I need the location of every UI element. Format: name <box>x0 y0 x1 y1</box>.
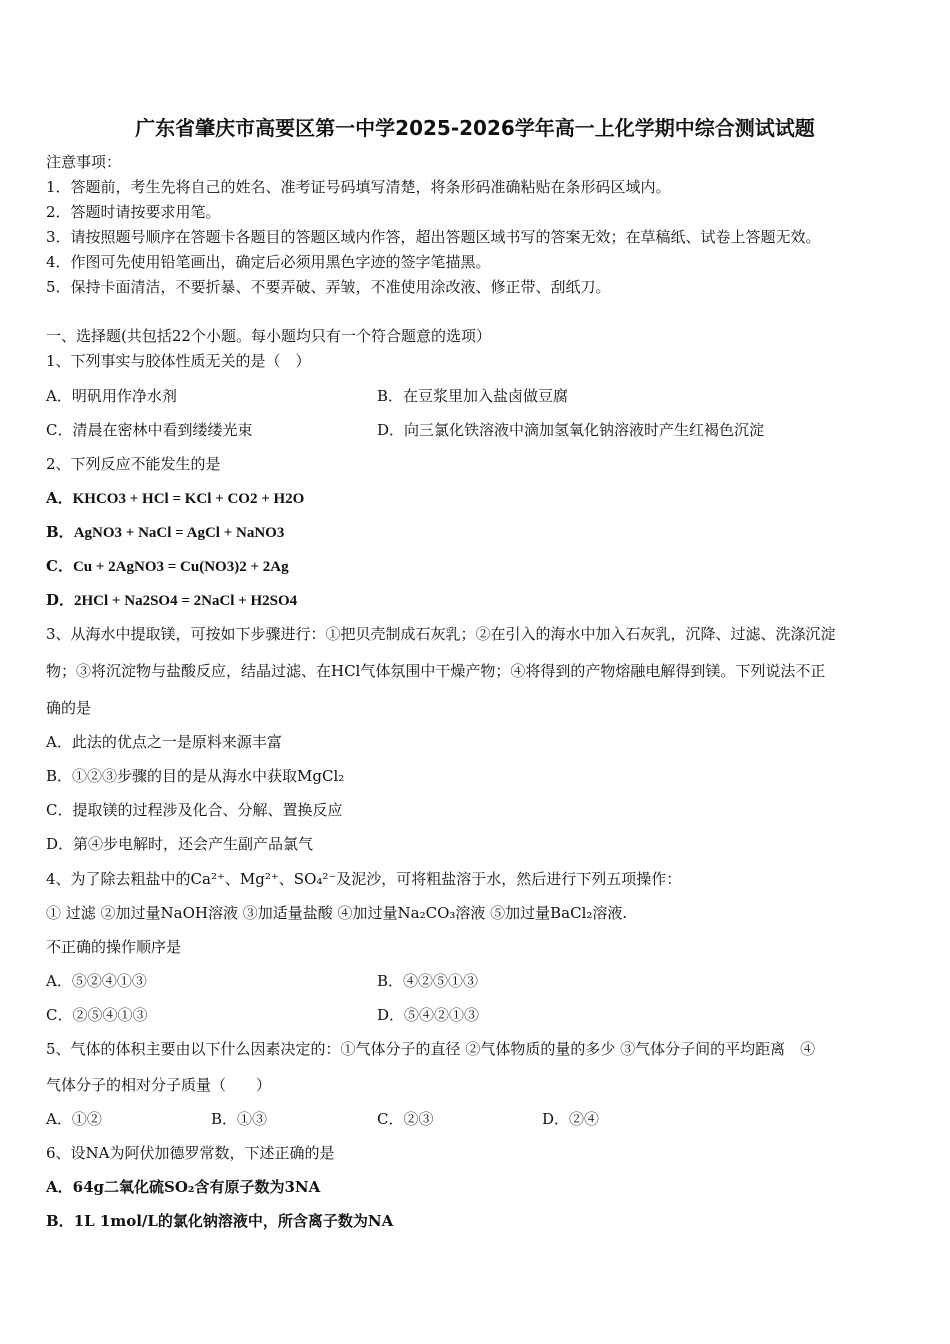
equation: AgNO3 + NaCl = AgCl + NaNO3 <box>73 525 285 541</box>
option-c: C．②③ <box>377 1110 434 1128</box>
equation: 2HCl + Na2SO4 = 2NaCl + H2SO4 <box>74 593 298 609</box>
notice-item: 2．答题时请按要求用笔。 <box>46 203 221 221</box>
option-c: C．提取镁的过程涉及化合、分解、置换反应 <box>46 801 343 819</box>
option-b <box>46 522 284 543</box>
option-c: C．清晨在密林中看到缕缕光束 <box>46 421 253 439</box>
option-a: A．①② <box>46 1110 102 1128</box>
option-a: A．此法的优点之一是原料来源丰富 <box>46 733 282 751</box>
notice-heading: 注意事项： <box>46 153 122 171</box>
question-stem: 6、设NA为阿伏加德罗常数，下述正确的是 <box>46 1144 335 1162</box>
option-a <box>46 488 304 509</box>
question-stem: 确的是 <box>46 699 92 717</box>
question-stem: 气体分子的相对分子质量（ ） <box>46 1076 272 1094</box>
section-heading: 一、选择题(共包括22个小题。每小题均只有一个符合题意的选项） <box>46 327 491 345</box>
option-d <box>46 590 297 611</box>
notice-item: 1．答题前，考生先将自己的姓名、准考证号码填写清楚，将条形码准确粘贴在条形码区域内。 <box>46 178 671 196</box>
option-a: A．明矾用作净水剂 <box>46 387 177 405</box>
option-label: D． <box>46 591 75 609</box>
option-a: A．64g二氧化硫SO₂含有原子数为3NA <box>46 1178 321 1196</box>
equation: KHCO3 + HCl = KCl + CO2 + H2O <box>72 491 305 507</box>
equation: Cu + 2AgNO3 = Cu(NO3)2 + 2Ag <box>72 559 289 575</box>
option-d: D．②④ <box>542 1110 600 1128</box>
question-stem: 4、为了除去粗盐中的Ca²⁺、Mg²⁺、SO₄²⁻及泥沙，可将粗盐溶于水，然后进行下列五项操作： <box>46 870 682 888</box>
option-label: A． <box>46 489 73 507</box>
notice-item: 3．请按照题号顺序在答题卡各题目的答题区域内作答，超出答题区域书写的答案无效；在草稿纸、试卷上答题无效。 <box>46 228 821 246</box>
option-b: B．在豆浆里加入盐卤做豆腐 <box>377 387 569 405</box>
option-label: C． <box>46 557 73 575</box>
question-stem: 1、下列事实与胶体性质无关的是（ ） <box>46 352 311 370</box>
option-d: D．向三氯化铁溶液中滴加氢氧化钠溶液时产生红褐色沉淀 <box>377 421 765 439</box>
page-title: 广东省肇庆市高要区第一中学2025-2026学年高一上化学期中综合测试试题 <box>135 116 815 140</box>
notice-item: 4．作图可先使用铅笔画出，确定后必须用黑色字迹的签字笔描黑。 <box>46 253 491 271</box>
option-c: C．②⑤④①③ <box>46 1006 148 1024</box>
question-stem: 物；③将沉淀物与盐酸反应，结晶过滤、在HCl气体氛围中干燥产物；④将得到的产物熔融电解得到镁。下列说法不正 <box>46 662 826 680</box>
question-stem: 不正确的操作顺序是 <box>46 938 182 956</box>
option-d: D．⑤④②①③ <box>377 1006 480 1024</box>
option-b: B．1L 1mol/L的氯化钠溶液中，所含离子数为NA <box>46 1212 394 1230</box>
question-stem: 3、从海水中提取镁，可按如下步骤进行：①把贝壳制成石灰乳；②在引入的海水中加入石灰乳，沉降、过滤、洗涤沉淀 <box>46 625 836 643</box>
option-c <box>46 556 289 577</box>
notice-item: 5．保持卡面清洁，不要折暴、不要弄破、弄皱，不准使用涂改液、修正带、刮纸刀。 <box>46 278 611 296</box>
option-b: B．④②⑤①③ <box>377 972 479 990</box>
option-label: B． <box>46 523 74 541</box>
option-b: B．①③ <box>211 1110 268 1128</box>
option-d: D．第④步电解时，还会产生副产品氯气 <box>46 835 314 853</box>
option-b: B．①②③步骤的目的是从海水中获取MgCl₂ <box>46 767 345 785</box>
question-stem: 5、气体的体积主要由以下什么因素决定的：①气体分子的直径 ②气体物质的量的多少 ③气体分子间的平均距离 ④ <box>46 1040 816 1058</box>
question-stem: ① 过滤 ②加过量NaOH溶液 ③加适量盐酸 ④加过量Na₂CO₃溶液 ⑤加过量BaCl₂溶液. <box>46 904 628 922</box>
option-a: A．⑤②④①③ <box>46 972 147 990</box>
question-stem: 2、下列反应不能发生的是 <box>46 455 221 473</box>
